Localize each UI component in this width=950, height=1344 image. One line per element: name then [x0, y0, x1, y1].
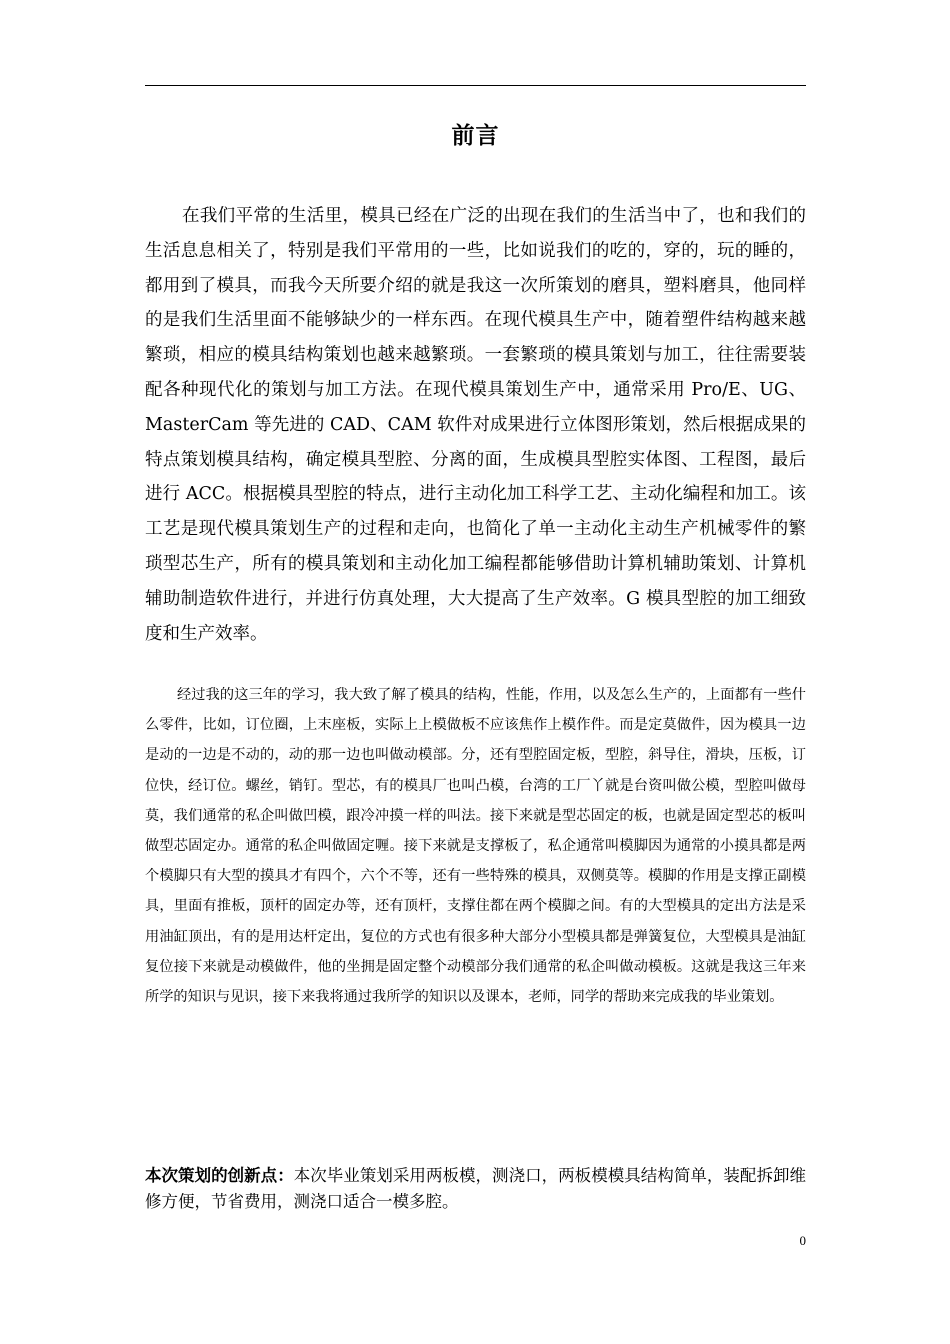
- innovation-paragraph: [145, 1163, 806, 1215]
- header-rule: [145, 85, 806, 86]
- body-paragraph-intro: 在我们平常的生活里，模具已经在广泛的出现在我们的生活当中了，也和我们的生活息息相关了，特别是我们平常用的一些，比如说我们的吃的，穿的，玩的睡的，都用到了模具，而我今天所要介绍的就是我这一次所策划的磨具，塑料磨具，他同样的是我们生活里面不能够缺少的一样东西。在现代模具生产中，随着塑件结构越来越繁琐，相应的模具结构策划也越来越繁琐。一套繁琐的模具策划与加工，往往需要装配各种现代化的策划与加工方法。在现代模具策划生产中，通常采用 Pro/E、UG、MasterCam 等先进的 CAD、CAM 软件对成果进行立体图形策划，然后根据成果的特点策划模具结构，确定模具型腔、分离的面，生成模具型腔实体图、工程图，最后进行 ACC。根据模具型腔的特点，进行主动化加工科学工艺、主动化编程和加工。该工艺是现代模具策划生产的过程和走向，也简化了单一主动化主动生产机械零件的繁琐型芯生产，所有的模具策划和主动化加工编程都能够借助计算机辅助策划、计算机辅助制造软件进行，并进行仿真处理，大大提高了生产效率。G 模具型腔的加工细致度和生产效率。: [145, 206, 806, 644]
- innovation-text: 本次毕业策划采用两板模，测浇口，两板模模具结构简单，装配拆卸维修方便，节省费用，测浇口适合一模多腔。: [145, 1166, 807, 1211]
- page-number: 0: [799, 1233, 806, 1248]
- body-paragraph-learning: 经过我的这三年的学习，我大致了解了模具的结构，性能，作用，以及怎么生产的，上面都有一些什么零件，比如，订位圈，上末座板，实际上上模做板不应该焦作上模作件。而是定莫做件，因为模具一边是动的一边是不动的，动的那一边也叫做动模部。分，还有型腔固定板，型腔，斜导住，滑块，压板，订位快，经订位。螺丝，销钉。型芯，有的模具厂也叫凸模，台湾的工厂丫就是台资叫做公模，型腔叫做母莫，我们通常的私企叫做凹模，跟冷冲摸一样的叫法。接下来就是型芯固定的板，也就是固定型芯的板叫做型芯固定办。通常的私企叫做固定喱。接下来就是支撑板了，私企通常叫模脚因为通常的小摸具都是两个模脚只有大型的摸具才有四个，六个不等，还有一些特殊的模具，双侧莫等。模脚的作用是支撑正副模具，里面有推板，顶杆的固定办等，还有顶杆，支撑住都在两个模脚之间。有的大型模具的定出方法是采用油缸顶出，有的是用达杆定出，复位的方式也有很多种大部分小型模具都是弹簧复位，大型模具是油缸复位接下来就是动模做件，他的坐拥是固定整个动模部分我们通常的私企叫做动模板。这就是我这三年来所学的知识与见识，接下来我将通过我所学的知识以及课本，老师，同学的帮助来完成我的毕业策划。: [145, 687, 806, 1006]
- innovation-label: 本次策划的创新点：: [145, 1166, 294, 1185]
- page-title: 前言: [451, 123, 500, 149]
